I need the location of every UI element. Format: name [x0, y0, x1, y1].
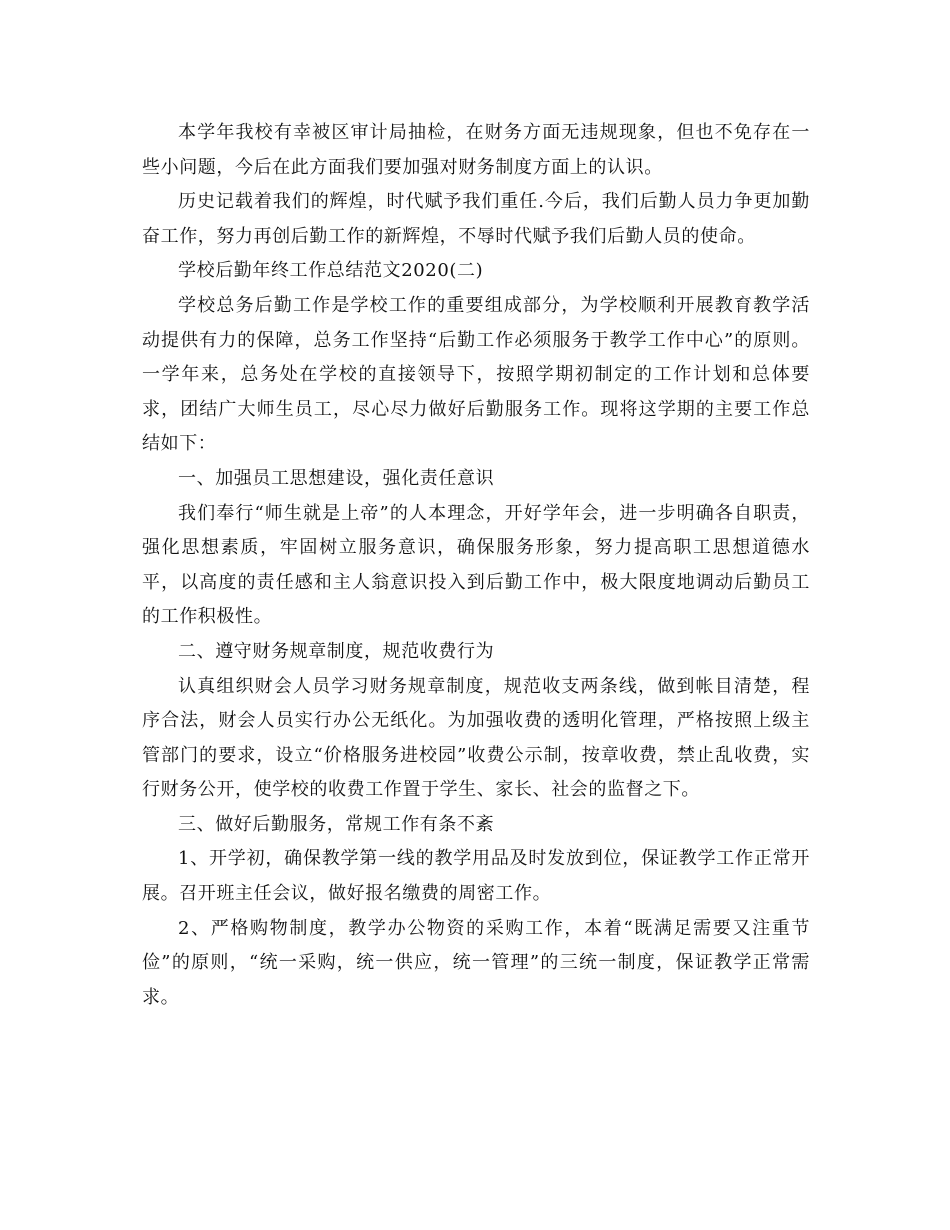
paragraph-intro: 学校总务后勤工作是学校工作的重要组成部分，为学校顺利开展教育教学活动提供有力的保障，总务工作坚持“后勤工作必须服务于教学工作中心”的原则。一学年来，总务处在学校的直接领导下，按照学期初制定的工作计划和总体要求，团结广大师生员工，尽心尽力做好后勤服务工作。现将这学期的主要工作总结如下：: [142, 294, 810, 455]
list-item-2: 2、严格购物制度，教学办公物资的采购工作，本着“既满足需要又注重节俭”的原则，“统一采购，统一供应，统一管理”的三统一制度，保证教学正常需求。: [142, 917, 810, 1008]
paragraph-1: 我们奉行“师生就是上帝”的人本理念，开好学年会，进一步明确各自职责，强化思想素质，牢固树立服务意识，确保服务形象，努力提高职工思想道德水平，以高度的责任感和主人翁意识投入到后勤工作中，极大限度地调动后勤员工的工作积极性。: [142, 502, 810, 628]
list-item-1: 1、开学初，确保教学第一线的教学用品及时发放到位，保证教学工作正常开展。召开班主任会议，做好报名缴费的周密工作。: [142, 848, 810, 905]
paragraph-2: 认真组织财会人员学习财务规章制度，规范收支两条线，做到帐目清楚，程序合法，财会人员实行办公无纸化。为加强收费的透明化管理，严格按照上级主管部门的要求，设立“价格服务进校园”收费公示制，按章收费，禁止乱收费，实行财务公开，使学校的收费工作置于学生、家长、社会的监督之下。: [142, 675, 810, 801]
section-title: 学校后勤年终工作总结范文2020(二): [178, 260, 484, 282]
heading-1: 一、加强员工思想建设，强化责任意识: [178, 467, 495, 489]
heading-3: 三、做好后勤服务，常规工作有条不紊: [178, 813, 495, 835]
document-body: [142, 116, 810, 1015]
paragraph-audit: 本学年我校有幸被区审计局抽检，在财务方面无违规现象，但也不免存在一些小问题，今后在此方面我们要加强对财务制度方面上的认识。: [142, 122, 810, 178]
heading-2: 二、遵守财务规章制度，规范收费行为: [178, 640, 495, 662]
paragraph-history: 历史记载着我们的辉煌，时代赋予我们重任.今后，我们后勤人员力争更加勤奋工作，努力再创后勤工作的新辉煌，不辱时代赋予我们后勤人员的使命。: [142, 191, 810, 247]
